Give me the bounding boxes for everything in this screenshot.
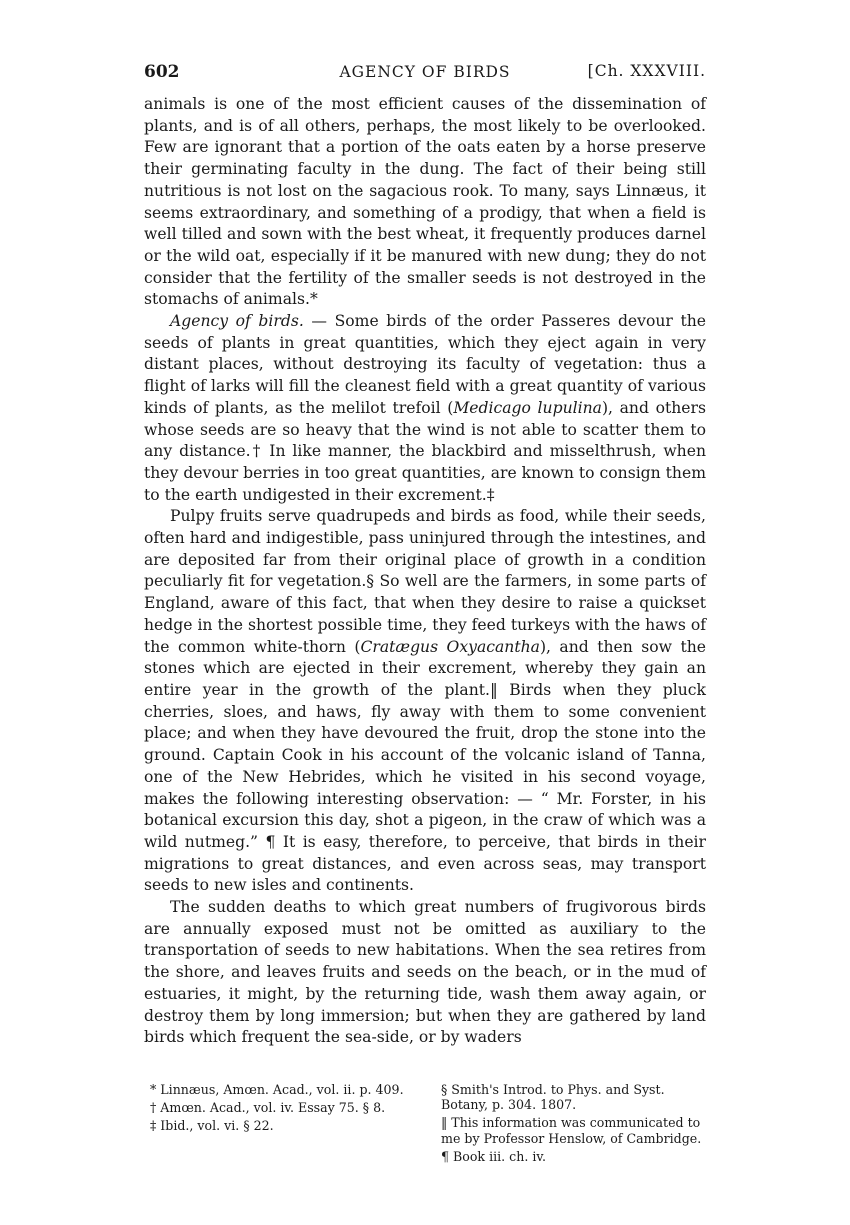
paragraph-3-italic-species: Cratægus Oxyacantha (360, 637, 540, 656)
paragraph-2-italic-species: Medicago lupulina (453, 398, 602, 417)
running-title: AGENCY OF BIRDS (339, 63, 511, 81)
paragraph-4: The sudden deaths to which great numbers of frugivorous birds are annually exposed must not be omitted as auxiliary to the transportation of seeds to new habitations. When the sea retires from the shore, and leaves fruits and seeds on the beach, or in the mud of estuaries, it might, by the returning tide, wash them away again, or destroy them by long immersion; but when they are gathered by land birds which frequent the sea-side, or by waders (144, 898, 706, 1047)
page-number: 602 (144, 62, 180, 82)
main-text (144, 94, 706, 1049)
footnote-3: ‡ Ibid., vol. vi. § 22. (150, 1118, 274, 1134)
paragraph-3 (144, 506, 706, 897)
footnote-1: * Linnæus, Amœn. Acad., vol. ii. p. 409. (150, 1082, 404, 1097)
footnote-4: § Smith's Introd. to Phys. and Syst. Botany, p. 304. 1807. (441, 1082, 665, 1113)
chapter-label: [Ch. XXXVIII. (587, 62, 706, 80)
paragraph-2 (144, 311, 706, 506)
paragraph-1: animals is one of the most efficient causes of the dissemination of plants, and is of all others, perhaps, the most likely to be overlooked. Few are ignorant that a portion of the oats eaten by a horse preserve their germinating faculty in the dung. The fact of their being still nutritious is not lost on the sagacious rook. To many, says Linnæus, it seems extraordinary, and something of a prodigy, that when a field is well tilled and sown with the best wheat, it frequently produces darnel or the wild oat, especially if it be manured with new dung; they do not consider that the fertility of the smaller seeds is not destroyed in the stomachs of animals.* (144, 95, 706, 309)
footnotes-left-column (150, 1082, 425, 1137)
running-header (144, 62, 706, 84)
footnote-5: ‖ This information was communicated to me by Professor Henslow, of Cambridge. (441, 1115, 702, 1146)
paragraph-2-text-1: — Some birds of the order Passeres devour the seeds of plants in great quantities, which they eject again in very distant places, without destroying its faculty of vegetation: thus a flight of larks will fill the cleanest field with a great quantity of various kinds of plants, as the melilot trefoil ( (144, 312, 706, 417)
footnote-2: † Amœn. Acad., vol. iv. Essay 75. § 8. (150, 1100, 386, 1116)
footnotes-right-column (441, 1082, 711, 1167)
paragraph-3-text-1: Pulpy fruits serve quadrupeds and birds as food, while their seeds, often hard and indigestible, pass uninjured through the intestines, and are deposited far from their original place of growth in a condition peculiarly fit for vegetation.§ So well are the farmers, in some parts of England, aware of this fact, that when they desire to raise a quickset hedge in the shortest possible time, they feed turkeys with the haws of the common white-thorn ( (144, 507, 706, 656)
section-heading-agency-of-birds: Agency of birds. (170, 312, 304, 331)
paragraph-2-text-2: ), and others whose seeds are so heavy that the wind is not able to scatter them to any distance.† In like manner, the blackbird and misselthrush, when they devour berries in too great quantities, are known to consign them to the earth undigested in their excrement.‡ (144, 398, 706, 504)
footnote-6: ¶ Book iii. ch. iv. (441, 1148, 546, 1164)
paragraph-3-text-2: ), and then sow the stones which are ejected in their excrement, whereby they gain an entire year in the growth of the plant.‖ Birds when they pluck cherries, sloes, and haws, fly away with them to some convenient place; and when they have devoured the fruit, drop the stone into the ground. Captain Cook in his account of the volcanic island of Tanna, one of the New Hebrides, which he visited in his second voyage, makes the following interesting observation: — “ Mr. Forster, in his botanical excursion this day, shot a pigeon, in the craw of which was a wild nutmeg.” ¶ It is easy, therefore, to perceive, that birds in their migrations to great distances, and even across seas, may transport seeds to new isles and continents. (144, 637, 706, 895)
